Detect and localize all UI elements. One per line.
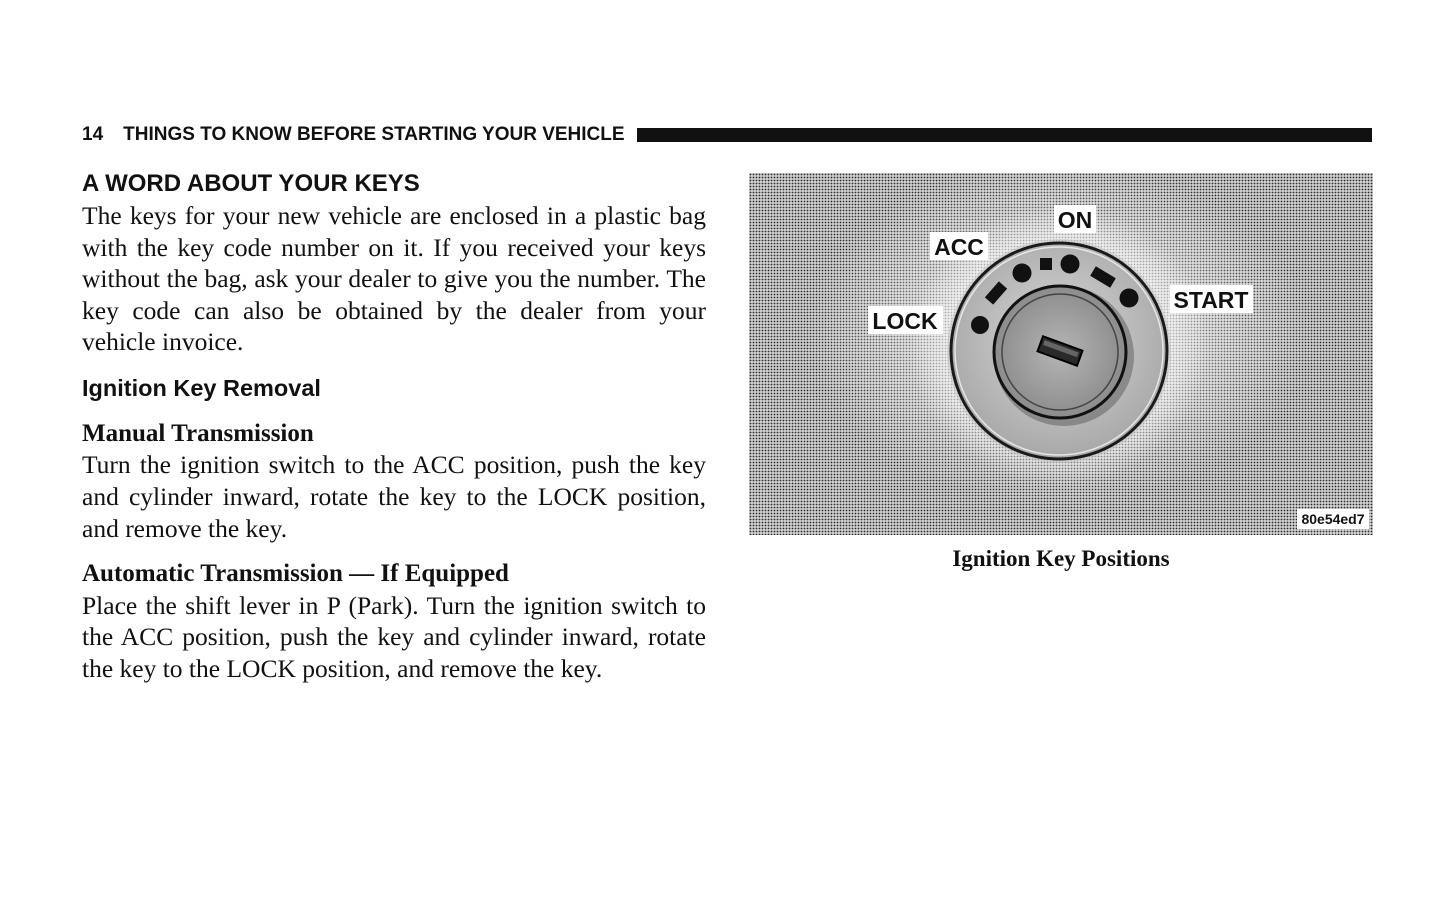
keys-paragraph: The keys for your new vehicle are enclosed in a plastic bag with the key code number on it. If you received your keys without the bag, ask your dealer to give you the number. The key code can also be obtained by the dealer from your vehicle invoice. <box>82 201 706 357</box>
label-acc: ACC <box>934 234 984 260</box>
page-number: 14 <box>82 124 104 145</box>
subheading-key-removal: Ignition Key Removal <box>82 374 321 401</box>
manual-transmission-text: Turn the ignition switch to the ACC position, push the key and cylinder inward, rotate the key to the LOCK position, and remove the key. <box>82 450 706 543</box>
on-square <box>1040 258 1052 270</box>
automatic-transmission-heading: Automatic Transmission — If Equipped <box>82 560 509 588</box>
chapter-title: THINGS TO KNOW BEFORE STARTING YOUR VEHICLE <box>123 124 625 145</box>
figure-code: 80e54ed7 <box>1301 511 1365 527</box>
label-start: START <box>1173 287 1249 313</box>
automatic-transmission-text: Place the shift lever in P (Park). Turn the ignition switch to the ACC position, push the key and cylinder inward, rotate the key to the LOCK position, and remove the key. <box>82 590 706 683</box>
manual-transmission-heading: Manual Transmission <box>82 419 314 447</box>
text-column <box>82 168 706 685</box>
ignition-illustration <box>749 173 1373 535</box>
label-on: ON <box>1057 207 1093 233</box>
figure-caption: Ignition Key Positions <box>952 546 1170 571</box>
lock-dot <box>971 316 989 334</box>
ignition-figure <box>749 173 1373 535</box>
running-header <box>82 122 1372 148</box>
label-lock: LOCK <box>872 308 938 334</box>
start-dot <box>1120 289 1139 308</box>
header-rule <box>637 128 1372 142</box>
on-dot <box>1061 255 1080 274</box>
section-heading: A WORD ABOUT YOUR KEYS <box>82 170 420 197</box>
acc-dot <box>1013 264 1032 283</box>
